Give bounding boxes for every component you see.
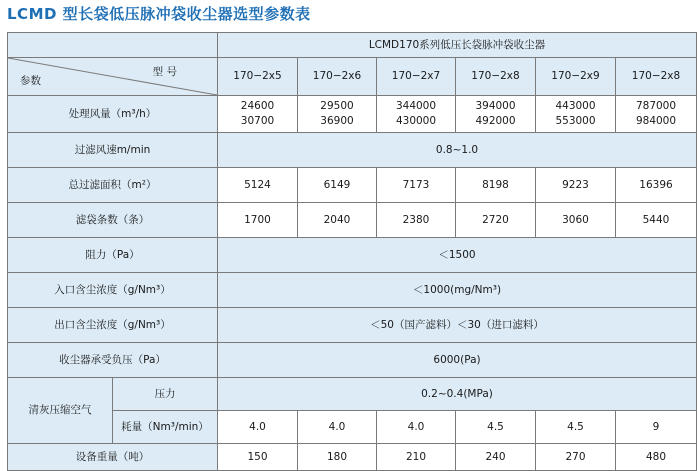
outlet-value: ＜50（国产滤料）＜30（进口滤料）	[218, 308, 697, 343]
bags-cell: 2380	[377, 203, 456, 238]
area-cell: 16396	[616, 168, 697, 203]
airflow-bottom: 984000	[635, 115, 677, 127]
airflow-bottom: 36900	[320, 115, 354, 127]
area-cell: 7173	[377, 168, 456, 203]
bags-cell: 5440	[616, 203, 697, 238]
airflow-top: 24600	[240, 100, 275, 112]
airflow-top: 29500	[320, 100, 354, 112]
airflow-top: 394000	[475, 100, 516, 112]
pressure-value: 6000(Pa)	[218, 343, 697, 378]
inlet-row	[8, 273, 697, 308]
series-row	[8, 33, 697, 58]
airflow-cell	[298, 96, 377, 133]
outlet-row	[8, 308, 697, 343]
weight-cell: 480	[616, 444, 697, 471]
velocity-row	[8, 133, 697, 168]
consumption-cell: 4.5	[456, 411, 536, 444]
velocity-value: 0.8~1.0	[218, 133, 697, 168]
series-header: LCMD170系列低压长袋脉冲袋收尘器	[218, 33, 697, 58]
model-cell: 170−2x6	[298, 58, 377, 96]
row-label: 出口含尘浓度（g/Nm³）	[8, 308, 218, 343]
model-cell: 170−2x5	[218, 58, 298, 96]
cleaning-pressure-value: 0.2~0.4(MPa)	[218, 378, 697, 411]
consumption-cell: 4.0	[377, 411, 456, 444]
header-corner-param: 参数	[20, 75, 41, 87]
airflow-top: 443000	[555, 100, 596, 112]
model-header-row	[8, 58, 697, 96]
consumption-cell: 4.0	[298, 411, 377, 444]
row-label: 滤袋条数（条）	[8, 203, 218, 238]
row-label: 过滤风速m/min	[8, 133, 218, 168]
row-label: 设备重量（吨）	[8, 444, 218, 471]
bags-cell: 1700	[218, 203, 298, 238]
row-label: 阻力（Pa）	[8, 238, 218, 273]
weight-cell: 240	[456, 444, 536, 471]
airflow-cell	[616, 96, 697, 133]
weight-cell: 270	[536, 444, 616, 471]
airflow-top: 787000	[635, 100, 677, 112]
airflow-cell	[536, 96, 616, 133]
area-cell: 8198	[456, 168, 536, 203]
series-blank-cell	[8, 33, 218, 58]
weight-cell: 210	[377, 444, 456, 471]
bags-row	[8, 203, 697, 238]
weight-cell: 150	[218, 444, 298, 471]
header-corner-cell	[8, 58, 218, 96]
page-title: LCMD 型长袋低压脉冲袋收尘器选型参数表	[7, 5, 311, 23]
inlet-value: ＜1000(mg/Nm³)	[218, 273, 697, 308]
area-row	[8, 168, 697, 203]
bags-cell: 2040	[298, 203, 377, 238]
model-cell: 170−2x9	[536, 58, 616, 96]
model-cell: 170−2x8	[616, 58, 697, 96]
consumption-cell: 4.0	[218, 411, 298, 444]
header-corner-model: 型 号	[152, 66, 177, 78]
pressure-row	[8, 343, 697, 378]
airflow-cell	[218, 96, 298, 133]
area-cell: 5124	[218, 168, 298, 203]
bags-cell: 2720	[456, 203, 536, 238]
airflow-cell	[456, 96, 536, 133]
row-label: 收尘器承受负压（Pa）	[8, 343, 218, 378]
airflow-row	[8, 96, 697, 133]
consumption-cell: 9	[616, 411, 697, 444]
airflow-top: 344000	[395, 100, 437, 112]
cleaning-pressure-label: 压力	[113, 378, 218, 411]
resistance-value: ＜1500	[218, 238, 697, 273]
row-label: 总过滤面积（m²）	[8, 168, 218, 203]
weight-row	[8, 444, 697, 471]
airflow-bottom: 492000	[475, 115, 516, 127]
consumption-cell: 4.5	[536, 411, 616, 444]
model-cell: 170−2x8	[456, 58, 536, 96]
airflow-bottom: 30700	[240, 115, 275, 127]
bags-cell: 3060	[536, 203, 616, 238]
area-cell: 6149	[298, 168, 377, 203]
cleaning-air-label: 清灰压缩空气	[8, 378, 113, 444]
resistance-row	[8, 238, 697, 273]
parameter-table	[7, 32, 697, 471]
airflow-bottom: 430000	[395, 115, 437, 127]
weight-cell: 180	[298, 444, 377, 471]
cleaning-pressure-row	[8, 378, 697, 411]
airflow-bottom: 553000	[555, 115, 596, 127]
cleaning-consumption-label: 耗量（Nm³/min）	[113, 411, 218, 444]
row-label: 处理风量（m³/h）	[8, 96, 218, 133]
row-label: 入口含尘浓度（g/Nm³）	[8, 273, 218, 308]
airflow-cell	[377, 96, 456, 133]
area-cell: 9223	[536, 168, 616, 203]
model-cell: 170−2x7	[377, 58, 456, 96]
